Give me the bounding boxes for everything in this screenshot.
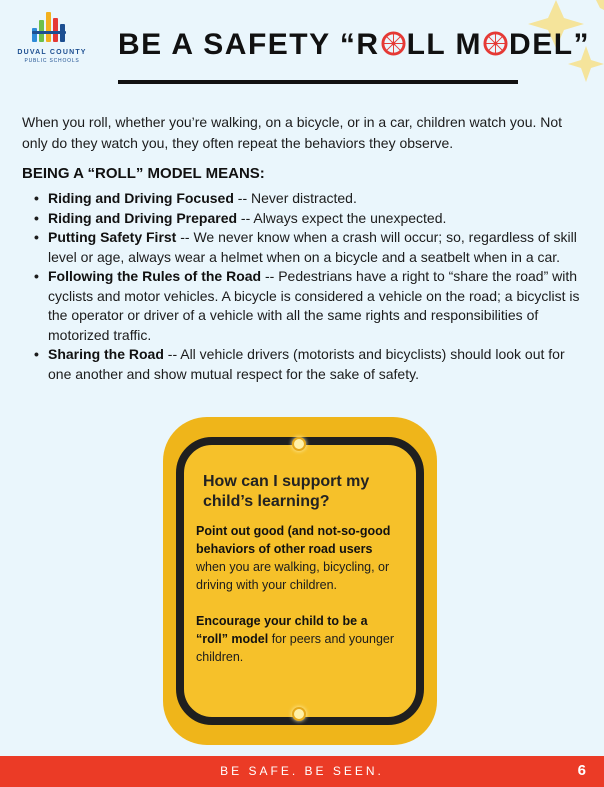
intro-paragraph: When you roll, whether you’re walking, on a bicycle, or in a car, children watch you. Not only do they watch you, they often repeat the behaviors they observe. [22,114,563,151]
list-item: • Putting Safety First -- We never know when a crash will occur; so, regardless of skill level or age, always wear a helmet when on a bicycle and a seatbelt when in a car. [34,228,582,267]
logo-name: DUVAL COUNTY [17,49,87,56]
bicycle-wheel-icon [381,31,406,56]
list-item: • Riding and Driving Prepared -- Always expect the unexpected. [34,209,582,229]
district-logo [12,8,92,68]
list-item: • Sharing the Road -- All vehicle drivers (motorists and bicyclists) should look out for one another and show mutual respect for the sake of safety. [34,345,582,384]
page-title: BE A SAFETY “R LL M DEL” [118,28,591,61]
logo-subtitle: PUBLIC SCHOOLS [24,58,80,64]
means-list [34,189,582,384]
bicycle-wheel-icon [483,31,508,56]
sign-tip-1: Point out good (and not-so-good behaviors of other road users when you are walking, bicycling, or driving with your children. [196,524,391,592]
sign-tip-2: Encourage your child to be a “roll” model for peers and younger children. [196,614,395,664]
sign-bolt-icon [292,437,306,451]
footer-bar [0,756,604,787]
title-divider [118,80,518,84]
list-item: • Riding and Driving Focused -- Never distracted. [34,189,582,209]
page-number: 6 [577,762,586,779]
logo-bars-icon [32,10,72,42]
sign-bolt-icon [292,707,306,721]
sign-body [196,522,401,684]
means-heading: BEING A “ROLL” MODEL MEANS: [22,165,265,182]
footer-slogan: BE SAFE. BE SEEN. [220,764,384,778]
sign-question: How can I support my child’s learning? [203,473,370,510]
list-item: • Following the Rules of the Road -- Pedestrians have a right to “share the road” with cyclists and motor vehicles. A bicycle is considered a vehicle on the road; a bicyclist is the operator or driver of a vehicle with all the same rights and responsibilities of motorized traffic. [34,267,582,345]
